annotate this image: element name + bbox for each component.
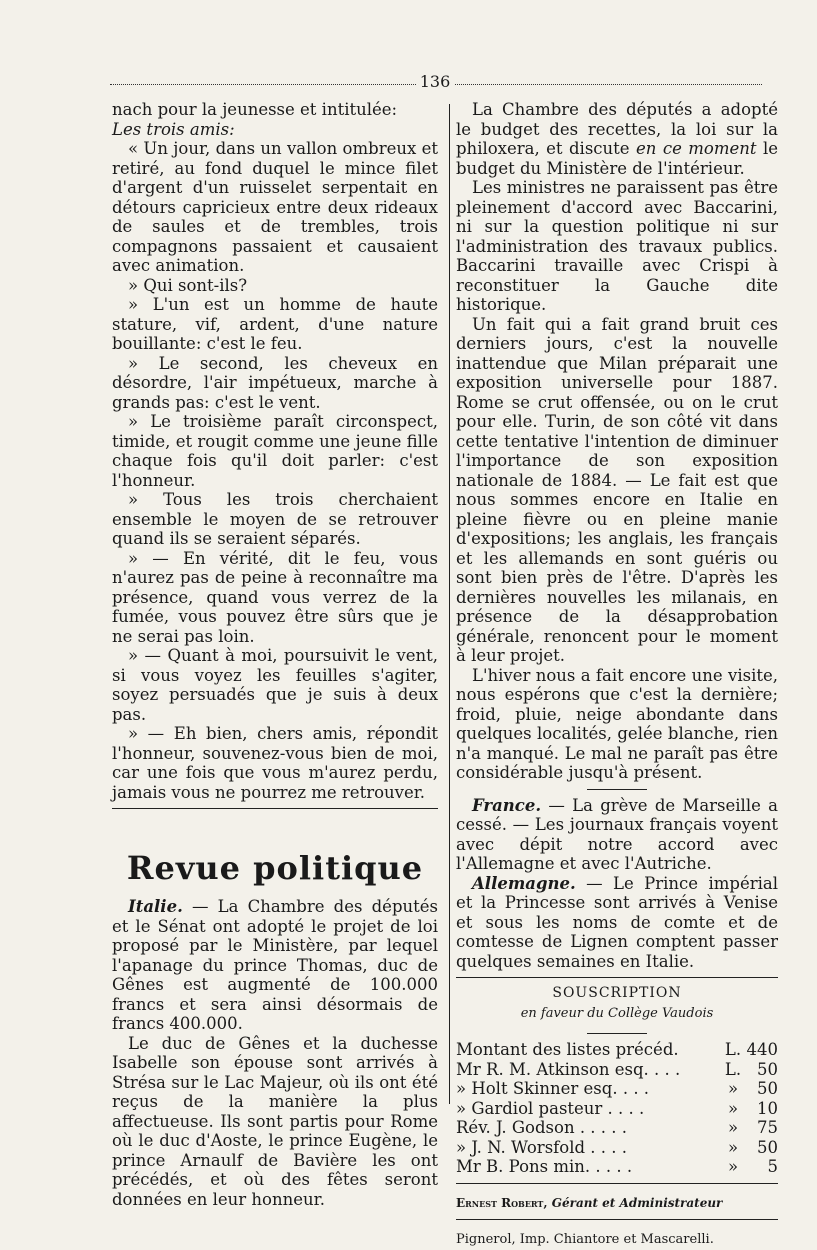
paragraph: Les ministres ne paraissent pas être pleinement d'accord avec Baccarini, ni sur la question politique ni sur l'administration des travaux publics. Baccarini travaille avec Crispi à reconstituer la Gauche dite historique. <box>456 178 778 314</box>
list-item <box>456 1157 778 1177</box>
divider <box>456 1183 778 1184</box>
paragraph-italie <box>112 897 438 1034</box>
quote-title: Les trois amis: <box>112 119 235 139</box>
subscriber-name: Rév. J. Godson . . . . . <box>456 1118 628 1137</box>
emphasis: en ce moment <box>636 139 757 158</box>
list-item <box>456 1079 778 1099</box>
amount: 5 <box>767 1157 778 1176</box>
list-item <box>456 1138 778 1158</box>
paragraph: » Le troisième paraît circonspect, timide, et rougit comme une jeune fille chaque fois qu'il doit parler: c'est l'honneur. <box>112 412 438 490</box>
paragraph: » Qui sont-ils? <box>128 275 248 295</box>
list-item <box>456 1060 778 1080</box>
paragraph: » Tous les trois cherchaient ensemble le moyen de se retrouver quand ils se seraient séparés. <box>112 490 438 548</box>
column-separator <box>449 104 450 1104</box>
manager-name: Ernest Robert, <box>456 1195 548 1210</box>
paragraph: Un fait qui a fait grand bruit ces derniers jours, c'est la nouvelle inattendue que Milan préparait une exposition universelle pour 1887. Rome se crut offensée, ou on le crut pour elle. Turin, de son côté vit dans cette tentative l'intention de diminuer l'importance de son exposition nationale de 1884. — Le fait est que nous sommes encore en Italie en pleine fièvre ou en pleine manie d'expositions; les anglais, les français et les allemands en sont guéris ou sont bien près de l'être. D'après les dernières nouvelles les milanais, en présence de la désapprobation générale, renoncent pour le moment à leur projet. <box>456 314 778 665</box>
printer-line: Pignerol, Imp. Chiantore et Mascarelli. <box>456 1232 714 1247</box>
list-item <box>456 1099 778 1119</box>
paragraph: » — En vérité, dit le feu, vous n'aurez pas de peine à reconnaître ma présence, quand vous verrez de la fumée, vous pouvez être sûrs que je ne serai pas loin. <box>112 548 438 646</box>
list-item <box>456 1118 778 1138</box>
country-label-france: France. <box>472 795 542 815</box>
currency: » <box>727 1118 739 1137</box>
imprint <box>456 1194 778 1214</box>
paragraph-text: — La grève de Marseille a cessé. — Les journaux français voyent avec dépit notre accord avec l'Allemagne et avec l'Autriche. <box>456 795 778 873</box>
currency: » <box>727 1157 739 1176</box>
divider <box>587 789 647 790</box>
left-column <box>112 100 438 1209</box>
paragraph-text: le budget du Ministère de l'intérieur. <box>456 139 778 178</box>
country-label-allemagne: Allemagne. <box>472 873 576 893</box>
section-title: Revue politique <box>126 849 424 887</box>
paragraph <box>456 100 778 178</box>
amount: 75 <box>757 1118 778 1137</box>
paragraph: Le duc de Gênes et la duchesse Isabelle son épouse sont arrivés à Strésa sur le Lac Majeur, où ils ont été reçus de la manière la plus affectueuse. Ils sont partis pour Rome où le duc d'Aoste, le prince Eugène, le prince Arnaulf de Bavière les ont précédés, et où des fêtes seront données en leur honneur. <box>112 1033 438 1209</box>
paragraph: » Le second, les cheveux en désordre, l'air impétueux, marche à grands pas: c'est le vent. <box>112 353 438 412</box>
manager-role: Gérant et Administrateur <box>547 1195 723 1210</box>
right-column <box>456 100 778 1250</box>
paragraph-text: — La Chambre des députés et le Sénat ont adopté le projet de loi proposé par le Ministère, par lequel l'apanage du prince Thomas, duc de Gênes est augmenté de 100.000 francs et sera ainsi désormais de francs 400.000. <box>112 897 438 1033</box>
currency: » <box>727 1079 739 1098</box>
page-number: 136 <box>110 72 760 92</box>
paragraph-france <box>456 796 778 874</box>
amount: 50 <box>757 1137 778 1157</box>
subscriber-name: » Holt Skinner esq. . . . <box>456 1079 650 1098</box>
paragraph: « Un jour, dans un vallon ombreux et retiré, au fond duquel le mince filet d'argent d'un ruisselet serpentait en détours capricieux entre deux rideaux de saules et de trembles, trois compagnons passaient et causaient avec animation. <box>112 139 438 275</box>
currency: L. <box>724 1040 742 1059</box>
amount: 50 <box>757 1059 778 1079</box>
subscriber-name: Mr R. M. Atkinson esq. . . . <box>456 1059 681 1079</box>
paragraph-text: — Le Prince impérial et la Princesse sont arrivés à Venise et sous les noms de comte et de comtesse de Lignen comptent passer quelques semaines en Italie. <box>456 873 778 971</box>
country-label-italie: Italie. <box>128 897 183 916</box>
subscription-title: SOUSCRIPTION <box>552 985 682 1001</box>
paragraph: » — Eh bien, chers amis, répondit l'honneur, souvenez-vous bien de moi, car une fois que vous m'aurez perdu, jamais vous ne pourrez me retrouver. <box>112 724 438 802</box>
list-item <box>456 1040 778 1060</box>
divider <box>112 808 438 809</box>
paragraph: » — Quant à moi, poursuivit le vent, si vous voyez les feuilles s'agiter, soyez persuadés que je suis à deux pas. <box>112 646 438 724</box>
paragraph: » L'un est un homme de haute stature, vif, ardent, d'une nature bouillante: c'est le feu. <box>112 295 438 353</box>
subscriber-name: Montant des listes précéd. <box>456 1040 679 1059</box>
paragraph-text: La Chambre des députés a adopté le budget des recettes, la loi sur la philoxera, et discute <box>456 100 778 158</box>
subscriber-name: Mr B. Pons min. . . . . <box>456 1157 633 1176</box>
paragraph: nach pour la jeunesse et intitulée: <box>112 100 398 119</box>
currency: » <box>727 1098 739 1118</box>
subscription-subtitle: en faveur du Collège Vaudois <box>520 1005 714 1021</box>
amount: 440 <box>746 1040 778 1059</box>
amount: 10 <box>757 1098 778 1118</box>
amount: 50 <box>757 1079 778 1098</box>
paragraph-allemagne <box>456 874 778 972</box>
currency: L. <box>724 1059 742 1079</box>
divider <box>587 1033 647 1034</box>
subscriber-name: » Gardiol pasteur . . . . <box>456 1098 645 1118</box>
divider <box>456 977 778 978</box>
subscription-list <box>456 1040 778 1177</box>
subscriber-name: » J. N. Worsfold . . . . <box>456 1137 628 1157</box>
divider <box>456 1219 778 1220</box>
paragraph: L'hiver nous a fait encore une visite, nous espérons que c'est la dernière; froid, pluie, neige abondante dans quelques localités, gelée blanche, rien n'a manqué. Le mal ne paraît pas être considérable jusqu'à présent. <box>456 665 778 782</box>
currency: » <box>727 1137 739 1157</box>
